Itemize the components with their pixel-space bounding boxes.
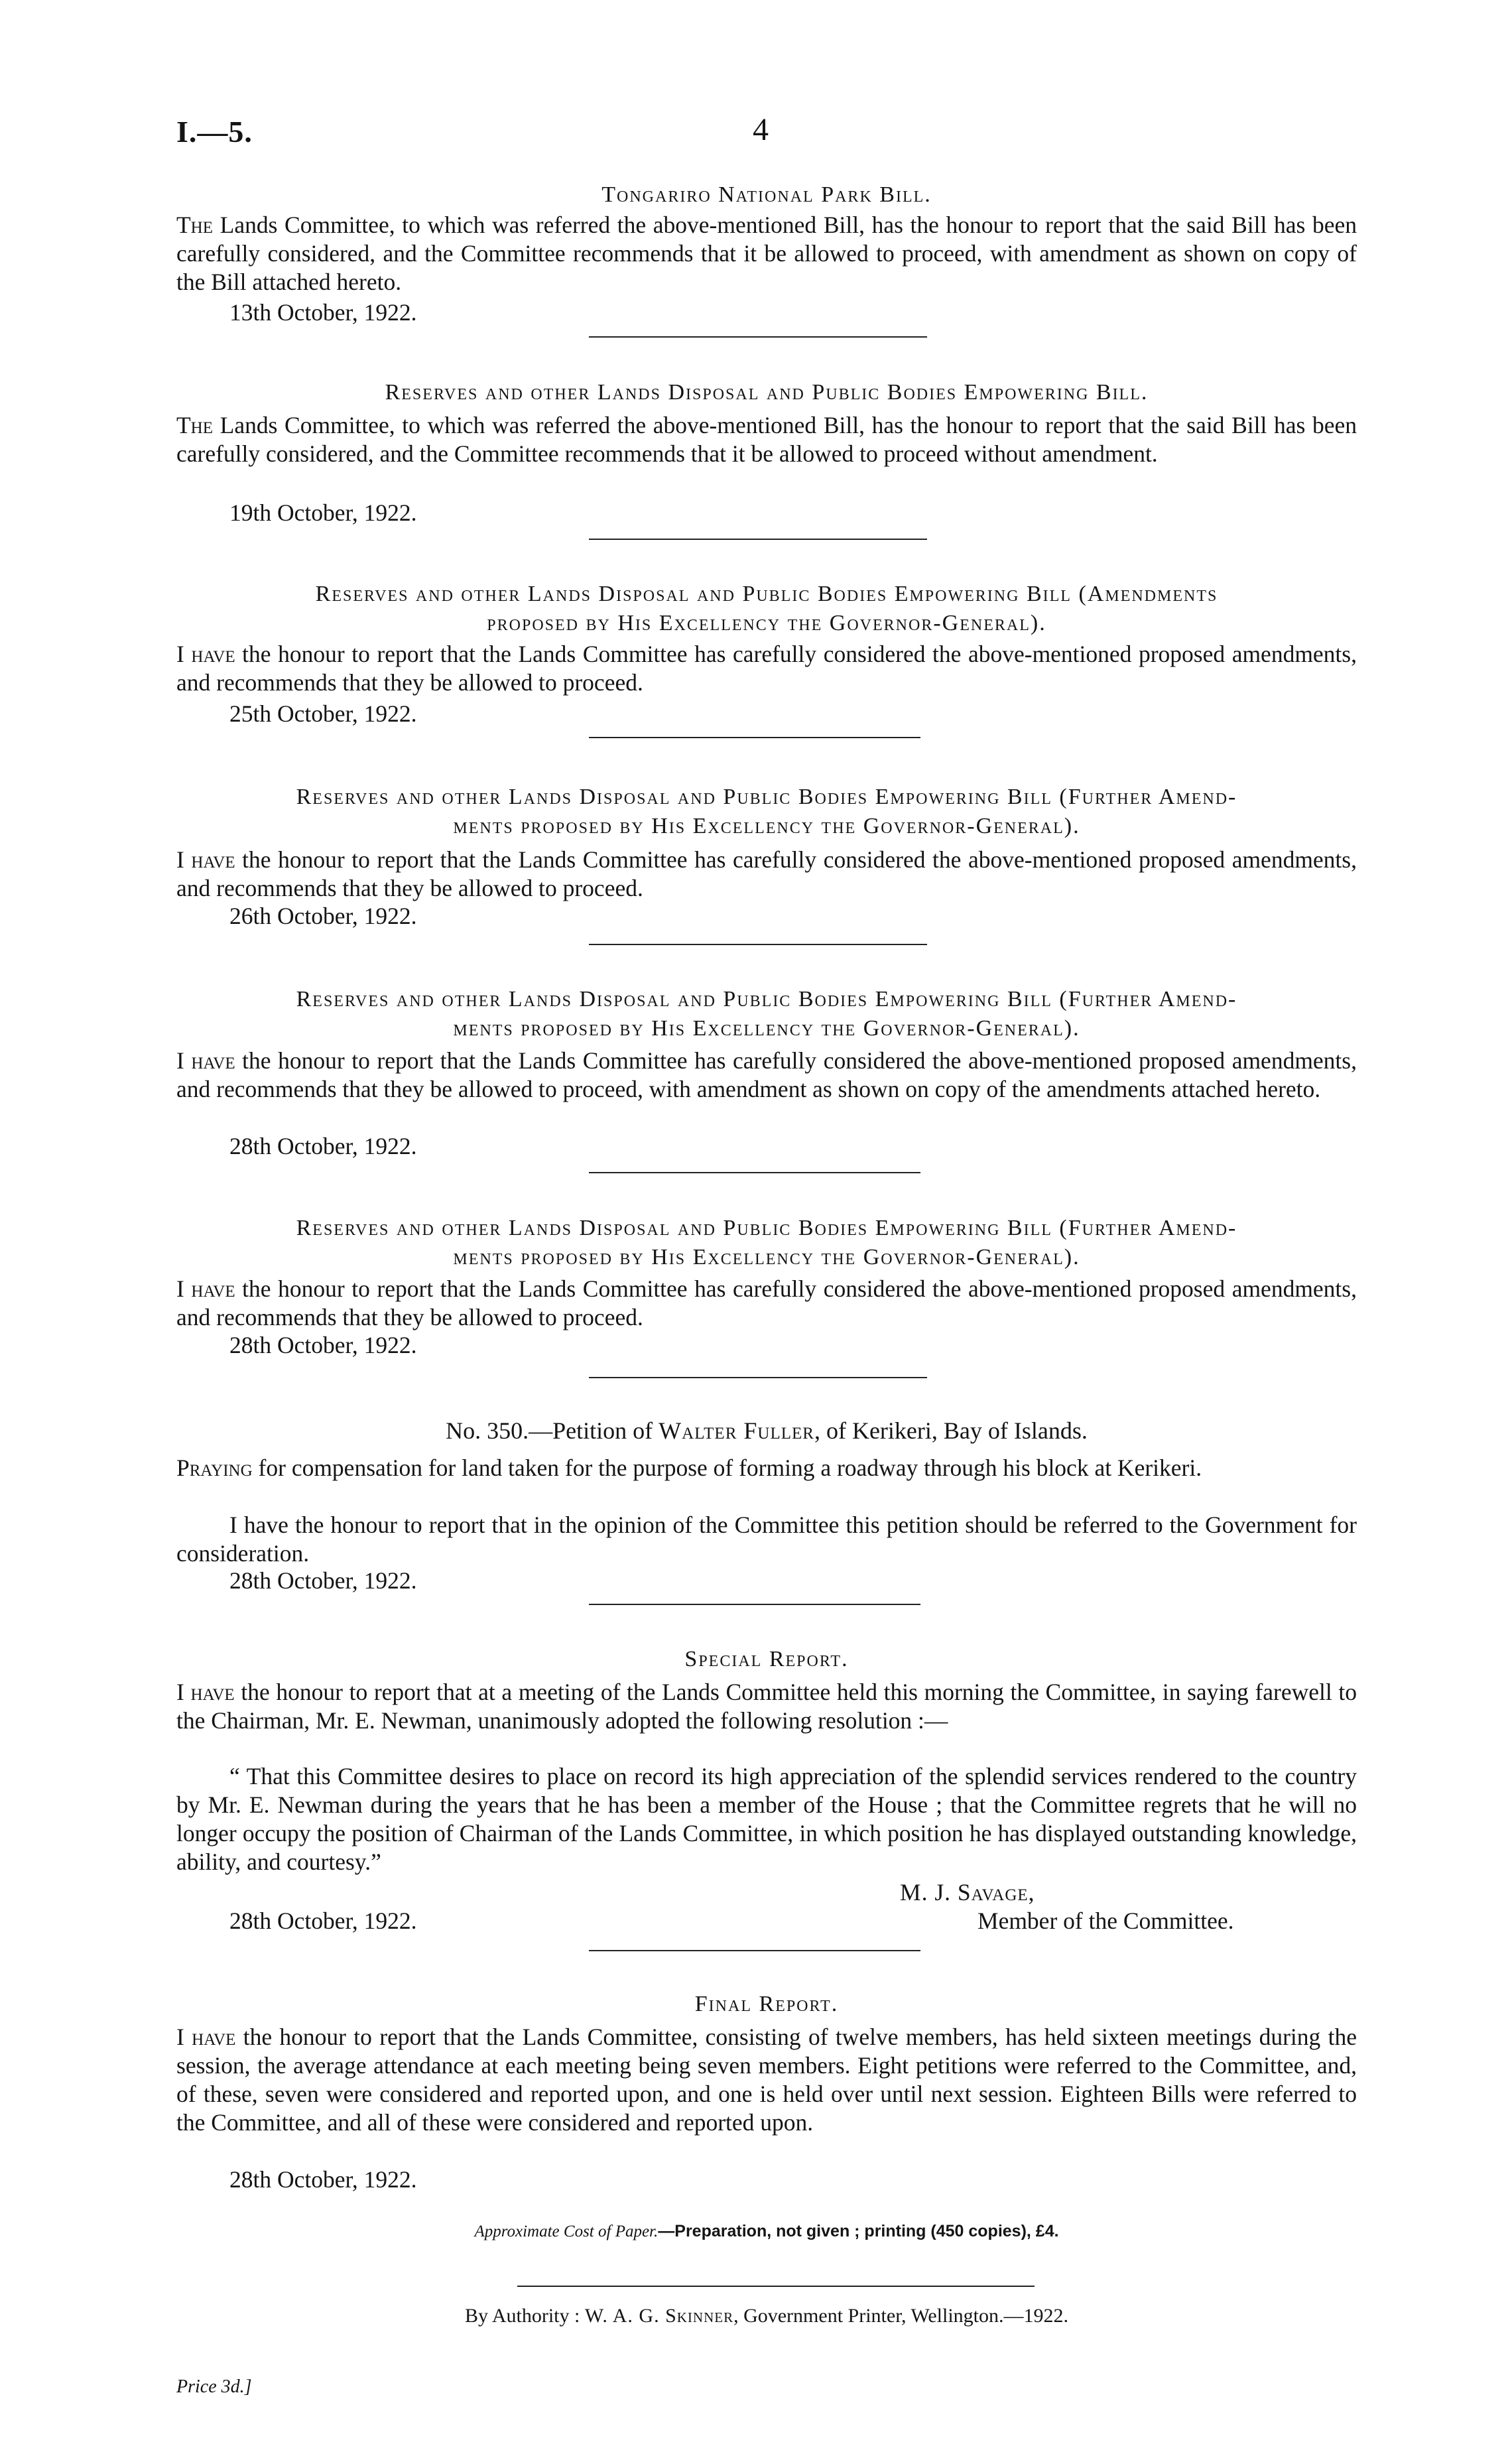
- section-date: 28th October, 1922.: [229, 1133, 417, 1159]
- special-report-body: I have the honour to report that at a meeting of the Lands Committee held this morning the Committee, in saying farewell to the Chairman, Mr. E. Newman, unanimously adopted the following resolution :—: [176, 1679, 1357, 1734]
- divider: [589, 1604, 920, 1605]
- divider: [589, 1172, 920, 1173]
- signatory-name: M. J. Savage,: [900, 1879, 1035, 1906]
- section-date: 13th October, 1922.: [229, 299, 417, 326]
- divider: [589, 336, 927, 338]
- page-number: 4: [753, 112, 769, 147]
- section-title: Reserves and other Lands Disposal and Public Bodies Empowering Bill (Further Amend- ments proposed by His Excellency the Governor-General).: [296, 987, 1237, 1041]
- final-report-body: I have the honour to report that the Lands Committee, consisting of twelve members, has held sixteen meetings during the session, the average attendance at each meeting being seven members. Eight petitions were referred to the Committee, and, of these, seven were considered and reported upon, and one is held over until next session. Eighteen Bills were referred to the Committee, and all of these were considered and reported upon.: [176, 2024, 1357, 2136]
- resolution-text: “ That this Committee desires to place on record its high appreciation of the splendid services rendered to the country by Mr. E. Newman during the years that he has been a member of the House ; that the Committee regrets that he will no longer occupy the position of Chairman of the Lands Committee, in which position he has displayed outstanding knowledge, ability, and courtesy.”: [176, 1763, 1357, 1875]
- section-date: 26th October, 1922.: [229, 903, 417, 929]
- printer-authority: By Authority : W. A. G. Skinner, Government Printer, Wellington.—1922.: [464, 2305, 1069, 2327]
- section-body: The Lands Committee, to which was referred the above-mentioned Bill, has the honour to report that the said Bill has been carefully considered, and the Committee recommends that it be allowed to proceed, with amendment as shown on copy of the Bill attached hereto.: [176, 212, 1357, 295]
- cost-note: Approximate Cost of Paper.—Preparation, not given ; printing (450 copies), £4.: [474, 2222, 1059, 2240]
- petition-prayer: Praying for compensation for land taken for the purpose of forming a roadway through his block at Kerikeri.: [176, 1455, 1202, 1481]
- section-title: Reserves and other Lands Disposal and Public Bodies Empowering Bill (Further Amend- ments proposed by His Excellency the Governor-General).: [296, 785, 1237, 838]
- footer-divider: [517, 2286, 1035, 2287]
- special-report-date: 28th October, 1922.: [229, 1908, 417, 1934]
- petition-date: 28th October, 1922.: [229, 1567, 417, 1594]
- divider: [589, 1377, 927, 1378]
- section-body: I have the honour to report that the Lands Committee has carefully considered the above-mentioned proposed amendments, and recommends that they be allowed to proceed, with amendment as shown on copy of the amendments attached hereto.: [176, 1047, 1357, 1102]
- section-title: Reserves and other Lands Disposal and Public Bodies Empowering Bill (Amendments proposed by His Excellency the Governor-General).: [315, 582, 1218, 635]
- divider: [589, 539, 927, 540]
- section-title: Tongariro National Park Bill.: [601, 182, 932, 207]
- section-date: 19th October, 1922.: [229, 499, 417, 526]
- petition-report: I have the honour to report that in the opinion of the Committee this petition should be referred to the Government for consideration.: [176, 1512, 1357, 1567]
- section-title: Reserves and other Lands Disposal and Public Bodies Empowering Bill.: [385, 380, 1149, 405]
- signatory-role: Member of the Committee.: [977, 1908, 1234, 1934]
- final-report-title: Final Report.: [694, 1992, 839, 2016]
- divider: [589, 944, 927, 945]
- section-title: Reserves and other Lands Disposal and Public Bodies Empowering Bill (Further Amend- ments proposed by His Excellency the Governor-General).: [296, 1216, 1237, 1269]
- special-report-title: Special Report.: [684, 1647, 849, 1671]
- section-body: I have the honour to report that the Lands Committee has carefully considered the above-mentioned proposed amendments, and recommends that they be allowed to proceed.: [176, 846, 1357, 901]
- divider: [589, 737, 920, 738]
- divider: [589, 1950, 920, 1951]
- section-body: I have the honour to report that the Lands Committee has carefully considered the above-mentioned proposed amendments, and recommends that they be allowed to proceed.: [176, 1275, 1357, 1330]
- document-code: I.—5.: [176, 115, 253, 149]
- section-body: I have the honour to report that the Lands Committee has carefully considered the above-mentioned proposed amendments, and recommends that they be allowed to proceed.: [176, 641, 1357, 696]
- final-report-date: 28th October, 1922.: [229, 2166, 417, 2193]
- section-date: 25th October, 1922.: [229, 700, 417, 727]
- price-label: Price 3d.]: [176, 2376, 252, 2397]
- section-date: 28th October, 1922.: [229, 1332, 417, 1358]
- petition-title: No. 350.—Petition of Walter Fuller, of Kerikeri, Bay of Islands.: [446, 1417, 1088, 1444]
- section-body: The Lands Committee, to which was referred the above-mentioned Bill, has the honour to report that the said Bill has been carefully considered, and the Committee recommends that it be allowed to proceed without amendment.: [176, 412, 1357, 467]
